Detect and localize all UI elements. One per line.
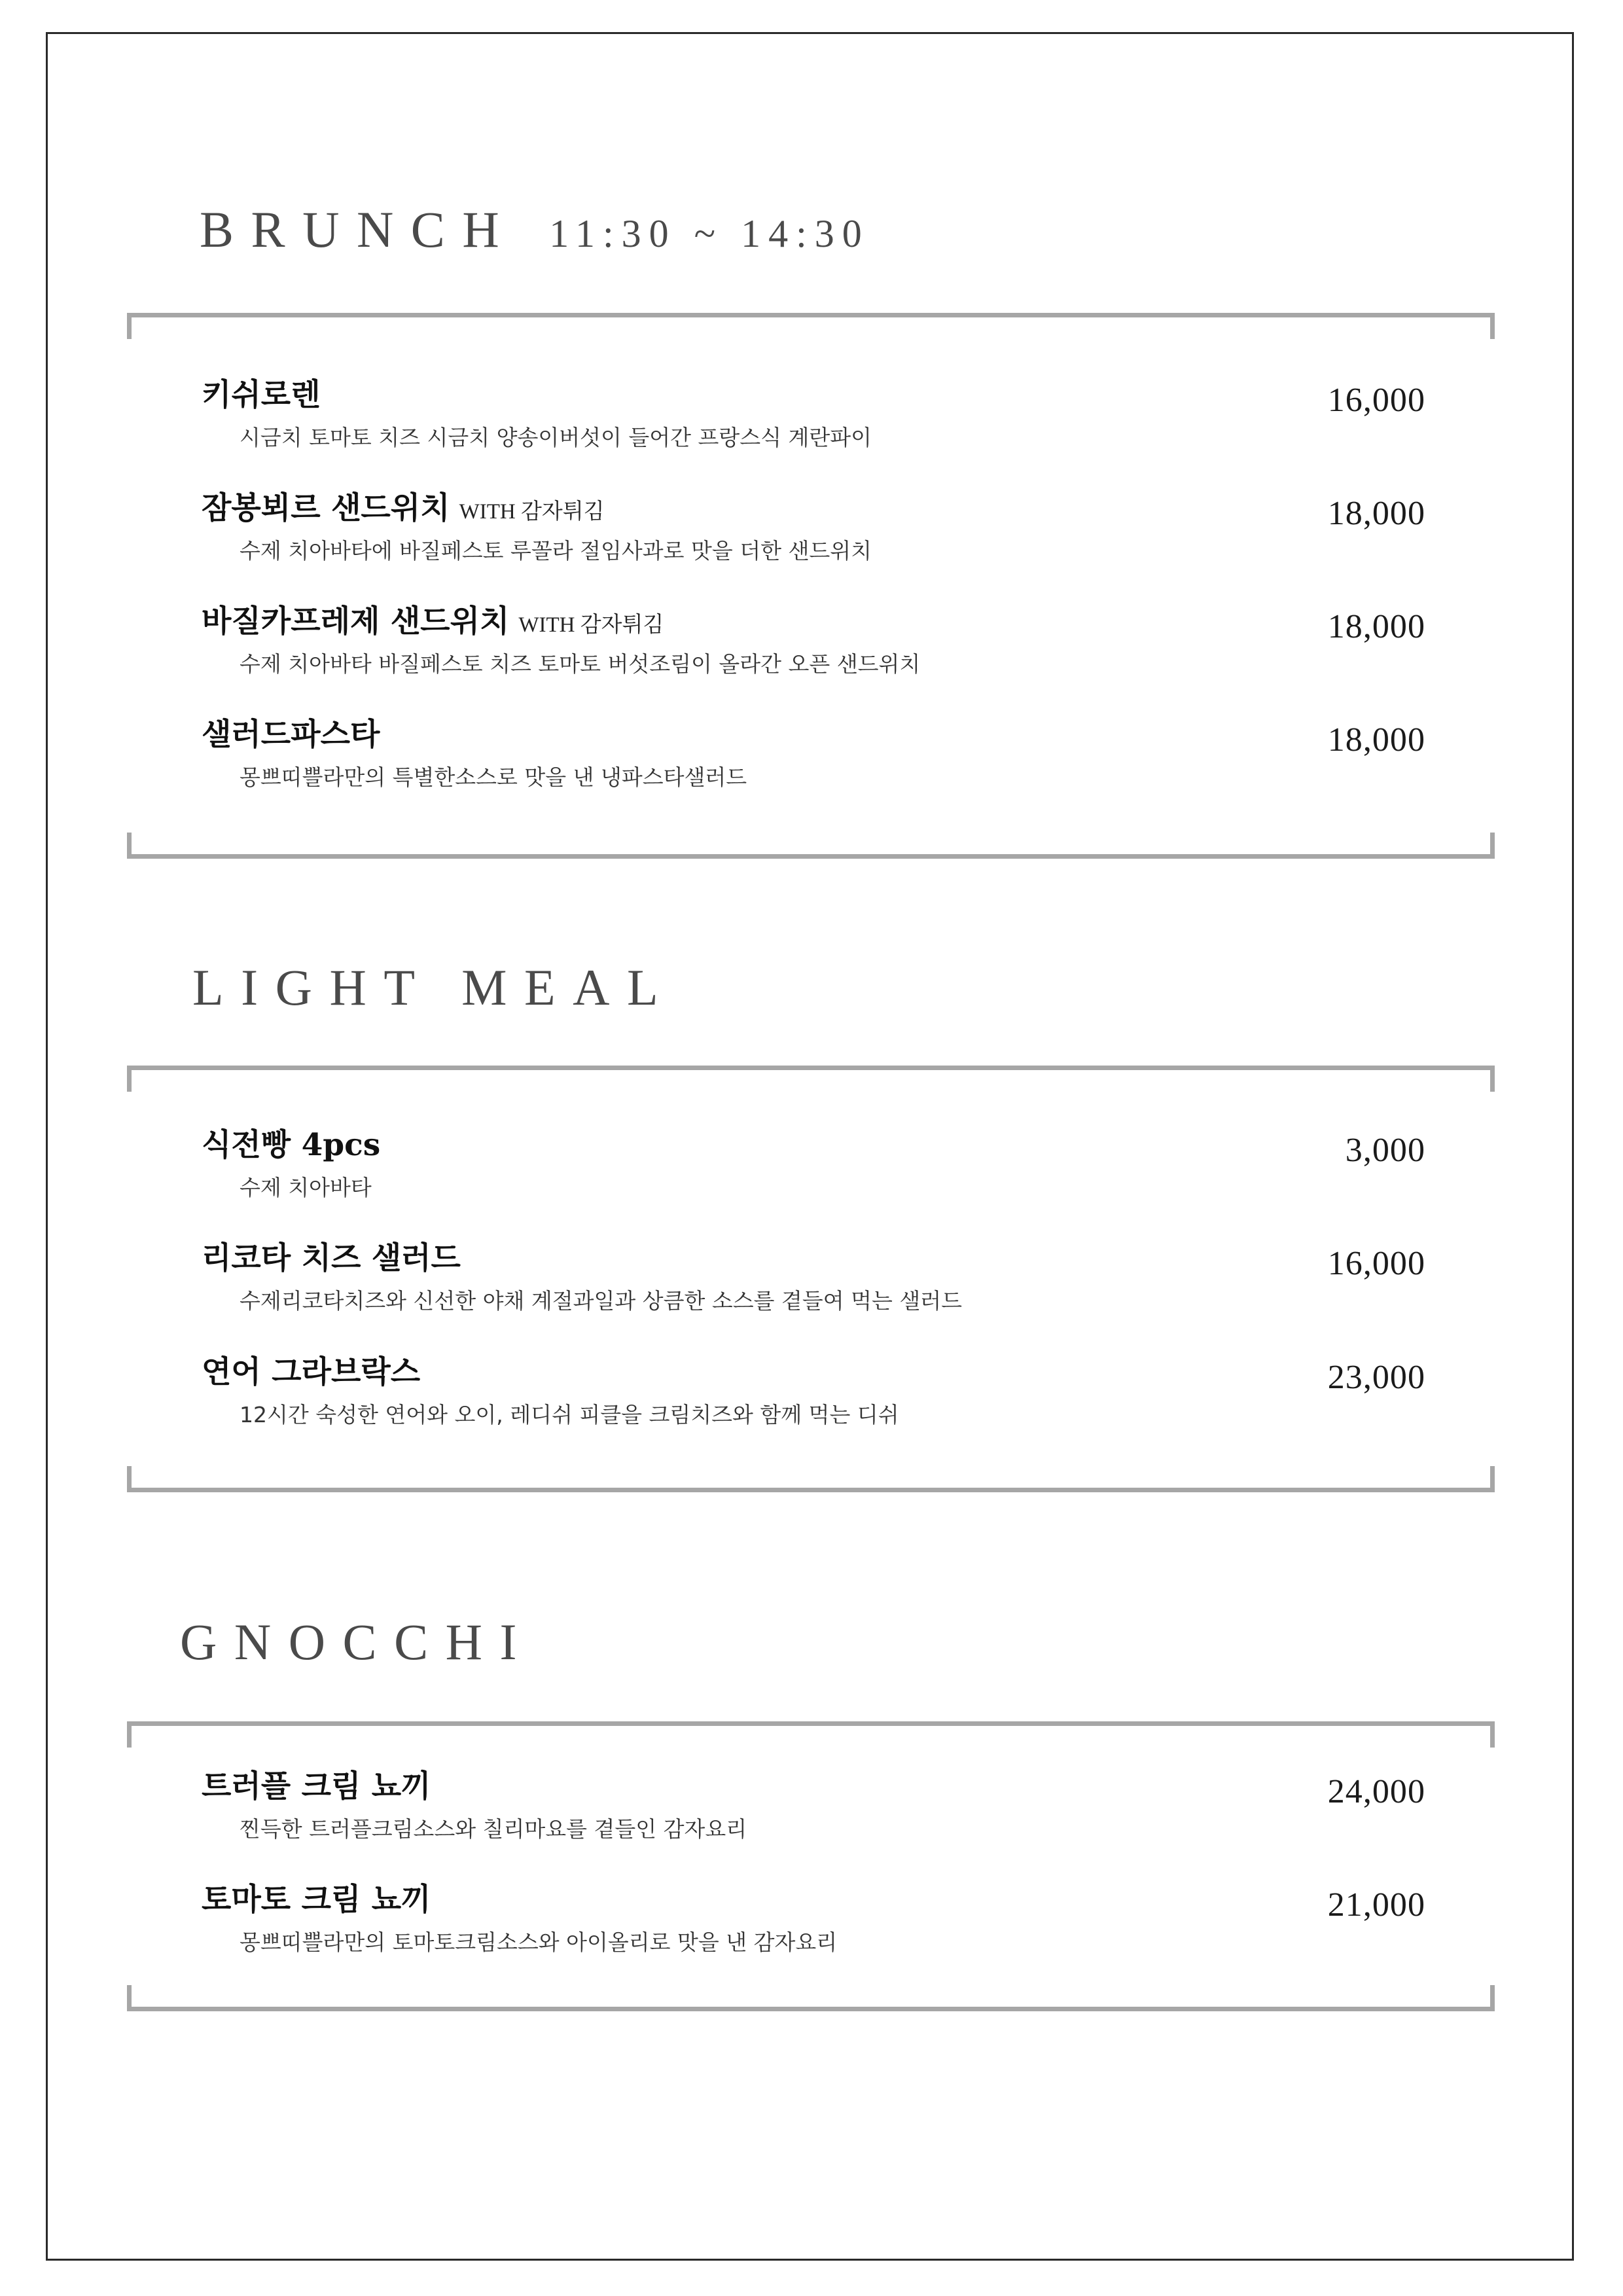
menu-item — [202, 719, 1425, 811]
item-name — [202, 490, 605, 526]
section-title-gnocchi — [180, 1613, 534, 1670]
item-description: 몽쁘띠쁠라만의 토마토크림소스와 아이올리로 맛을 낸 감자요리 — [240, 1929, 838, 1955]
menu-item — [202, 603, 1425, 698]
item-price: 23,000 — [1327, 1359, 1425, 1396]
item-name: 트러플 크림 뇨끼 — [202, 1768, 431, 1804]
menu-item — [202, 490, 1425, 584]
item-name-text: 잠봉뵈르 샌드위치 — [202, 490, 450, 526]
item-name: 샐러드파스타 — [202, 717, 380, 753]
bracket-top — [127, 1066, 1495, 1092]
item-description: 수제리코타치즈와 신선한 야채 계절과일과 상큼한 소스를 곁들여 먹는 샐러드 — [240, 1288, 963, 1314]
bracket-top — [127, 313, 1495, 339]
item-description: 수제 치아바타 — [240, 1175, 372, 1200]
item-description: 12시간 숙성한 연어와 오이, 레디쉬 피클을 크림치즈와 함께 먹는 디쉬 — [240, 1402, 899, 1427]
item-with: WITH 감자튀김 — [518, 613, 664, 637]
menu-item — [202, 1240, 1425, 1335]
menu-item — [202, 1127, 1425, 1221]
item-price: 18,000 — [1327, 495, 1425, 532]
item-price: 21,000 — [1327, 1886, 1425, 1924]
bracket-top — [127, 1721, 1495, 1748]
section-hours: 11:30 ~ 14:30 — [549, 212, 870, 255]
item-price: 24,000 — [1327, 1773, 1425, 1810]
item-description: 수제 치아바타에 바질페스토 루꼴라 절임사과로 맛을 더한 샌드위치 — [240, 538, 872, 564]
bracket-bottom — [127, 1466, 1495, 1492]
bracket-bottom — [127, 1985, 1495, 2011]
item-name: 키쉬로렌 — [202, 377, 321, 413]
menu-item — [202, 1884, 1425, 1976]
item-name: 연어 그라브락스 — [202, 1354, 421, 1390]
item-description: 시금치 토마토 치즈 시금치 양송이버섯이 들어간 프랑스식 계란파이 — [240, 425, 872, 450]
item-price: 16,000 — [1327, 382, 1425, 419]
item-name: 토마토 크림 뇨끼 — [202, 1882, 431, 1918]
menu-item — [202, 1768, 1425, 1863]
item-name — [202, 603, 664, 639]
item-price: 3,000 — [1345, 1132, 1425, 1169]
item-price: 18,000 — [1327, 608, 1425, 645]
section-title-text: BRUNCH — [200, 201, 517, 258]
item-name: 식전빵 4pcs — [202, 1127, 381, 1163]
item-name-text: 바질카프레제 샌드위치 — [202, 603, 510, 639]
section-title-brunch — [200, 201, 870, 258]
item-price: 16,000 — [1327, 1245, 1425, 1282]
item-with: WITH 감자튀김 — [459, 500, 605, 524]
menu-item — [202, 1354, 1425, 1448]
item-description: 몽쁘띠쁠라만의 특별한소스로 맛을 낸 냉파스타샐러드 — [240, 764, 747, 790]
menu-item — [202, 377, 1425, 471]
section-title-light-meal — [192, 959, 676, 1016]
item-description: 찐득한 트러플크림소스와 칠리마요를 곁들인 감자요리 — [240, 1816, 747, 1842]
item-description: 수제 치아바타 바질페스토 치즈 토마토 버섯조림이 올라간 오픈 샌드위치 — [240, 651, 921, 677]
section-title-text: GNOCCHI — [180, 1613, 534, 1670]
item-price: 18,000 — [1327, 721, 1425, 759]
item-name: 리코타 치즈 샐러드 — [202, 1240, 461, 1276]
bracket-bottom — [127, 833, 1495, 859]
section-title-text: LIGHT MEAL — [192, 959, 676, 1016]
